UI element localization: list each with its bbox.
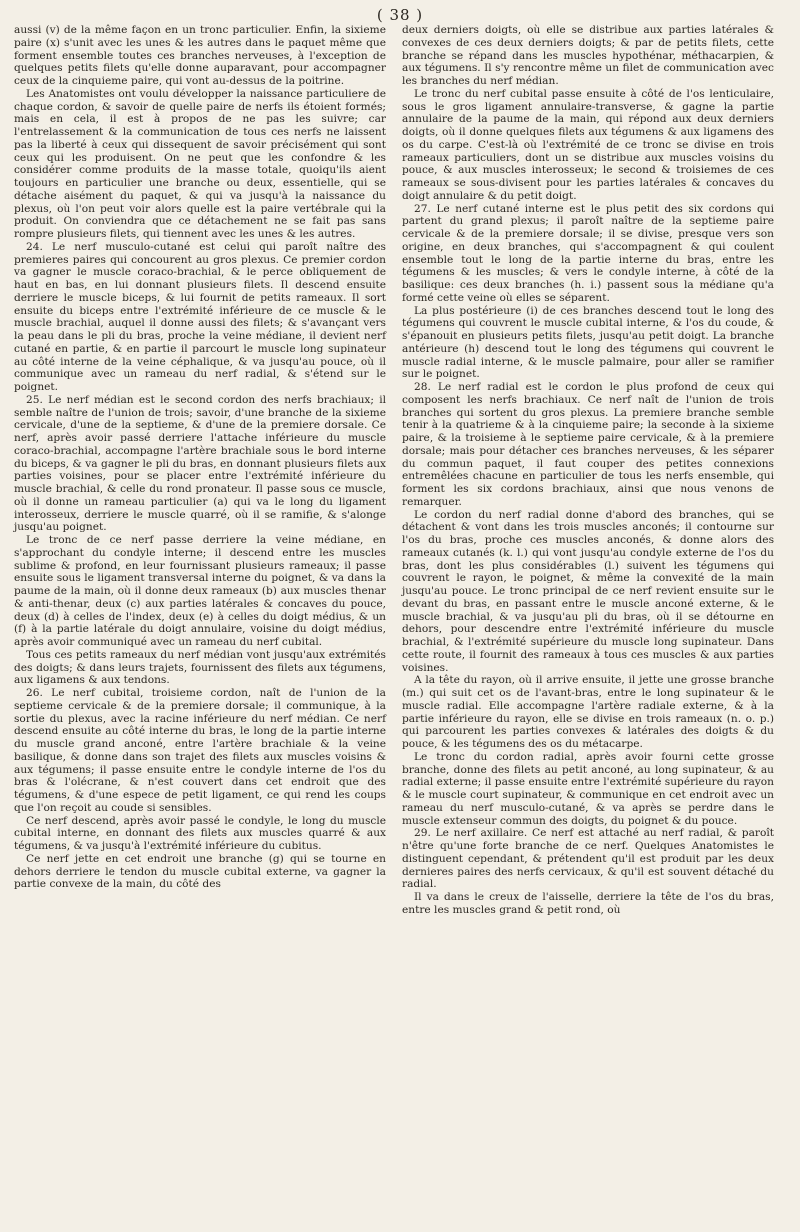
paragraph: 24. Le nerf musculo-cutané est celui qui paroît naître des premieres paires qui concourent au gros plexus. Ce premier cordon va gagner le muscle coraco-brachial, & le perce obliquement de haut en bas, en lui donnant plusieurs filets. Il descend ensuite derriere le muscle biceps, & lui fournit de petits rameaux. Il sort ensuite du biceps entre l'extrémité inférieure de ce muscle & le muscle brachial, auquel il donne aussi des filets; & s'avançant vers la peau dans le pli du bras, proche la veine médiane, il devient nerf cutané en partie, & en partie il parcourt le muscle long supinateur au côté interne de la veine céphalique, & va jusqu'au pouce, où il communique avec un rameau du nerf radial, & s'étend sur le poignet. <box>14 240 386 393</box>
paragraph: deux derniers doigts, où elle se distribue aux parties latérales & convexes de ces deux derniers doigts; & par de petits filets, cette branche se répand dans les muscles hypothénar, méthacarpien, & aux tégumens. Il s'y rencontre même un filet de communication avec les branches du nerf médian. <box>402 24 774 87</box>
paragraph: Tous ces petits rameaux du nerf médian vont jusqu'aux extrémités des doigts; & dans leurs trajets, fournissent des filets aux tégumens, aux ligamens & aux tendons. <box>14 648 386 687</box>
paragraph: A la tête du rayon, où il arrive ensuite, il jette une grosse branche (m.) qui suit cet os de l'avant-bras, entre le long supinateur & le muscle radial. Elle accompagne l'artère radiale externe, & à la partie inférieure du rayon, elle se divise en trois rameaux (n. o. p.) qui parcourent les parties convexes & latérales des doigts & du pouce, & les tégumens des os du métacarpe. <box>402 674 774 750</box>
paragraph: 29. Le nerf axillaire. Ce nerf est attaché au nerf radial, & paroît n'être qu'une forte branche de ce nerf. Quelques Anatomistes le distinguent cependant, & prétendent qu'il est produit par les deux dernieres paires des nerfs cervicaux, & qu'il est souvent détaché du radial. <box>402 827 774 891</box>
page-number: ( 38 ) <box>376 6 424 24</box>
paragraph: 26. Le nerf cubital, troisieme cordon, naît de l'union de la septieme cervicale & de la premiere dorsale; il communique, à la sortie du plexus, avec la racine inférieure du nerf médian. Ce nerf descend ensuite au côté interne du bras, le long de la partie interne du muscle grand anconé, entre l'artère brachiale & la veine basilique, & donne dans son trajet des filets aux muscles voisins & aux tégumens; il passe ensuite entre le condyle interne de l'os du bras & l'olécrane, & n'est couvert dans cet endroit que des tégumens, & d'une espece de petit ligament, ce qui rend les coups que l'on reçoit au coude si sensibles. <box>14 687 386 814</box>
paragraph: aussi (v) de la même façon en un tronc particulier. Enfin, la sixieme paire (x) s'unit avec les unes & les autres dans le paquet même que forment ensemble toutes ces branches nerveuses, à l'exception de quelques petits filets qu'elle donne auparavant, pour accompagner ceux de la cinquieme paire, qui vont au-dessus de la poitrine. <box>14 24 386 87</box>
paragraph: Le tronc de ce nerf passe derriere la veine médiane, en s'approchant du condyle interne; il descend entre les muscles sublime & profond, en leur fournissant plusieurs rameaux; il passe ensuite sous le ligament transversal interne du poignet, & va dans la paume de la main, où il donne deux rameaux (b) aux muscles thenar & anti-thenar, deux (c) aux parties latérales & concaves du pouce, deux (d) à celles de l'index, deux (e) à celles du doigt médius, & un (f) à la partie latérale du doigt annulaire, voisine du doigt médius, après avoir communiqué avec un rameau du nerf cubital. <box>14 534 386 648</box>
paragraph: Les Anatomistes ont voulu développer la naissance particuliere de chaque cordon, & savoir de quelle paire de nerfs ils étoient formés; mais en cela, il est à propos de ne pas les suivre; car l'entrelassement & la communication de tous ces nerfs ne laissent pas la liberté à ceux qui dissequent de savoir précisément qui sont ceux qui les produisent. On ne peut que les confondre & les considérer comme produits de la masse totale, quoiqu'ils aient toujours en particulier une branche ou deux, essentielle, qui se détache aisément du paquet, & qui va jusqu'à la naissance du plexus, où l'on peut voir alors quelle est la paire vertébrale qui la produit. On conviendra que ce détachement ne se fait pas sans rompre plusieurs filets, qui tiennent avec les unes & les autres. <box>14 87 386 240</box>
paragraph: Il va dans le creux de l'aisselle, derriere la tête de l'os du bras, entre les muscles grand & petit rond, où <box>402 891 774 916</box>
left-column <box>14 24 386 891</box>
paragraph: 27. Le nerf cutané interne est le plus petit des six cordons qui partent du grand plexus; il paroît naître de la septieme paire cervicale & de la premiere dorsale; il se divise, presque vers son origine, en deux branches, qui s'accompagnent & qui coulent ensemble tout le long de la partie interne du bras, entre les tégumens & les muscles; & vers le condyle interne, à côté de la basilique: ces deux branches (h. i.) passent sous la médiane qu'a formé cette veine où elles se séparent. <box>402 202 774 304</box>
paragraph: Ce nerf descend, après avoir passé le condyle, le long du muscle cubital interne, en donnant des filets aux muscles quarré & aux tégumens, & va jusqu'à l'extrémité inférieure du cubitus. <box>14 814 386 852</box>
paragraph: 25. Le nerf médian est le second cordon des nerfs brachiaux; il semble naître de l'union de trois; savoir, d'une branche de la sixieme cervicale, d'une de la septieme, & d'une de la premiere dorsale. Ce nerf, après avoir passé derriere l'attache inférieure du muscle coraco-brachial, accompagne l'artère brachiale sous le bord interne du biceps, & va gagner le pli du bras, en donnant plusieurs filets aux parties voisines, pour se placer entre l'extrémité inférieure du muscle brachial, & celle du rond pronateur. Il passe sous ce muscle, où il donne un rameau particulier (a) qui va le long du ligament interosseux, derriere le muscle quarré, où il se ramifie, & s'alonge jusqu'au poignet. <box>14 393 386 534</box>
paragraph: Ce nerf jette en cet endroit une branche (g) qui se tourne en dehors derriere le tendon du muscle cubital externe, va gagner la partie convexe de la main, du côté des <box>14 852 386 891</box>
right-column <box>402 24 774 917</box>
paragraph: La plus postérieure (i) de ces branches descend tout le long des tégumens qui couvrent le muscle cubital interne, & l'os du coude, & s'épanouit en plusieurs petits filets, jusqu'au petit doigt. La branche antérieure (h) descend tout le long des tégumens qui couvrent le muscle radial interne, & le muscle palmaire, pour aller se ramifier sur le poignet. <box>402 304 774 381</box>
paragraph: Le tronc du nerf cubital passe ensuite à côté de l'os lenticulaire, sous le gros ligament annulaire-transverse, & gagne la partie annulaire de la paume de la main, qui répond aux deux derniers doigts, où il donne quelques filets aux tégumens & aux ligamens des os du carpe. C'est-là où l'extrémité de ce tronc se divise en trois rameaux particuliers, dont un se distribue aux muscles voisins du pouce, & aux muscles interosseux; le second & troisiemes de ces rameaux se sous-divisent pour les parties latérales & concaves du doigt annulaire & du petit doigt. <box>402 87 774 202</box>
paragraph: Le cordon du nerf radial donne d'abord des branches, qui se détachent & vont dans les trois muscles anconés; il contourne sur l'os du bras, proche ces muscles anconés, & donne alors des rameaux cutanés (k. l.) qui vont jusqu'au condyle externe de l'os du bras, dont les plus considérables (l.) suivent les tégumens qui couvrent le rayon, le poignet, & même la convexité de la main jusqu'au pouce. Le tronc principal de ce nerf revient ensuite sur le devant du bras, en passant entre le muscle anconé externe, & le muscle brachial, & va jusqu'au pli du bras, où il se détourne en dehors, pour descendre entre l'extrémité inférieure du muscle brachial, & l'extrémité supérieure du muscle long supinateur. Dans cette route, il fournit des rameaux à tous ces muscles & aux parties voisines. <box>402 508 774 674</box>
paragraph: Le tronc du cordon radial, après avoir fourni cette grosse branche, donne des filets au petit anconé, au long supinateur, & au radial externe; il passe ensuite entre l'extrémité supérieure du rayon & le muscle court supinateur, & communique en cet endroit avec un rameau du nerf musculo-cutané, & va après se perdre dans le muscle extenseur commun des doigts, du poignet & du pouce. <box>402 750 774 827</box>
paragraph: 28. Le nerf radial est le cordon le plus profond de ceux qui composent les nerfs brachiaux. Ce nerf naît de l'union de trois branches qui sortent du gros plexus. La premiere branche semble tenir à la quatrieme & à la cinquieme paire; la seconde à la sixieme paire, & la troisieme à le septieme paire cervicale, & à la premiere dorsale; mais pour détacher ces branches nerveuses, & les séparer du commun paquet, il faut couper des petites connexions entremêlées chacune en particulier de tous les nerfs ensemble, qui forment les six cordons brachiaux, ainsi que nous venons de remarquer. <box>402 381 774 508</box>
